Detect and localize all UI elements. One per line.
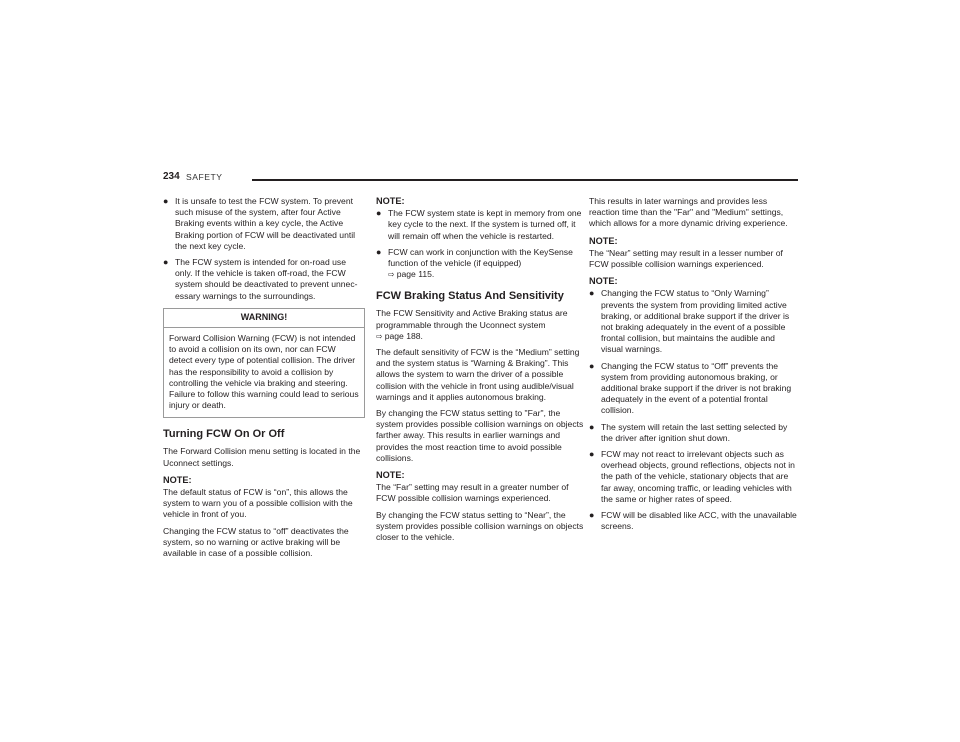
bullet-icon: ● [589,449,595,460]
note-label: NOTE: [376,470,405,481]
paragraph: By changing the FCW status setting to “Near”, the system provides possible collision warnings on objects closer to the vehicle. [376,509,584,543]
list-item: ● The FCW system is intended for on-road use only. If the vehicle is taken off-road, the FCW system should be deactivated to prevent unnec-essary warnings to the surroundings. [163,257,358,301]
bullet-icon: ● [589,288,595,299]
page-reference-link[interactable]: page 115. [396,269,435,280]
warning-box [163,308,365,419]
column-3 [589,196,797,537]
column-2 [376,196,584,548]
note-label: NOTE: [589,235,618,246]
list-item: ● FCW may not react to irrelevant objects such as overhead objects, ground reflections, objects not in the path of the vehicle, stationary objects that are far away, oncoming traffic, or leading vehicles with the same or higher rates of speed. [589,449,795,504]
column-1 [163,196,365,564]
warning-body: Forward Collision Warning (FCW) is not intended to avoid a collision on its own, nor can FCW detect every type of potential collision. The driver has the responsibility to avoid a collision by controlling the vehicle via braking and steering. Failure to follow this warning could lead to serious injury or death. [169,333,359,411]
bullet-icon: ● [376,246,382,257]
paragraph: Changing the FCW status to “off” deactivates the system, so no warning or active braking will be available in case of a possible collision. [163,525,349,559]
paragraph: By changing the FCW status setting to "Far", the system provides possible collision warnings on objects farther away. This results in earlier warnings and provides the most reaction time to avoid possible collisions. [376,408,584,463]
list-item: ● The system will retain the last setting selected by the driver after ignition shut down. [589,421,788,443]
bullet-icon: ● [163,196,169,206]
bullet-icon: ● [589,421,595,432]
list-item: ● The FCW system state is kept in memory from one key cycle to the next. If the system is turned off, it will remain off when the vehicle is restarted. [376,208,582,241]
paragraph: The FCW Sensitivity and Active Braking status are programmable through the Uconnect system ⇨ page 188. [376,308,568,341]
warning-title: WARNING! [164,309,364,328]
page-reference-icon: ⇨ [388,270,395,280]
list-item: ● FCW will be disabled like ACC, with the unavailable screens. [589,510,797,532]
bullet-icon: ● [589,360,595,371]
note-text: The “Far” setting may result in a greater number of FCW possible collision warnings experienced. [376,482,569,504]
note-label: NOTE: [376,196,405,206]
bullet-list [163,196,365,302]
bullet-icon: ● [376,208,382,219]
section-heading: FCW Braking Status And Sensitivity [376,290,564,303]
paragraph: The default sensitivity of FCW is the “Medium” setting and the system status is “Warning & Braking”. This allows the system to warn the driver of a possible collision with the vehicle in front using audible/visual warnings and it applies autonomous braking. [376,347,580,402]
section-title: SAFETY [186,172,223,182]
bullet-list [376,208,584,280]
header-rule [252,179,798,181]
page-reference-link[interactable]: page 188. [384,330,423,341]
paragraph: The Forward Collision menu setting is located in the Uconnect settings. [163,446,361,468]
bullet-list [589,288,797,532]
note-text: The “Near” setting may result in a lesser number of FCW possible collision warnings experienced. [589,247,783,270]
bullet-icon: ● [163,257,169,268]
note-label: NOTE: [589,276,618,287]
note-label: NOTE: [163,474,192,485]
bullet-icon: ● [589,510,595,521]
paragraph: This results in later warnings and provides less reaction time than the "Far" and "Medium" settings, which allows for a more dynamic driving experience. [589,196,788,229]
page-number: 234 [163,171,180,182]
list-item: ● Changing the FCW status to “Off” prevents the system from providing autonomous braking, or additional brake support if the driver is not braking adequately in the event of a potential frontal collision. [589,360,792,416]
section-heading: Turning FCW On Or Off [163,428,285,441]
list-item: ● FCW can work in conjunction with the KeySense function of the vehicle (if equipped) ⇨ page 115. [376,246,573,280]
page-reference-icon: ⇨ [376,331,383,341]
list-item: ● Changing the FCW status to “Only Warning” prevents the system from providing limited active braking, or additional brake support if the driver is not braking adequately in the event of a possible frontal collision, but maintains the audible and visual warnings. [589,288,790,355]
page-header [163,171,798,187]
note-text: The default status of FCW is “on”, this allows the system to warn you of a possible collision with the vehicle in front of you. [163,487,353,520]
list-item: ● It is unsafe to test the FCW system. To prevent such misuse of the system, after four Active Braking events within a key cycle, the Active Braking portion of FCW will be deactivated until the next key cycle. [163,196,356,251]
